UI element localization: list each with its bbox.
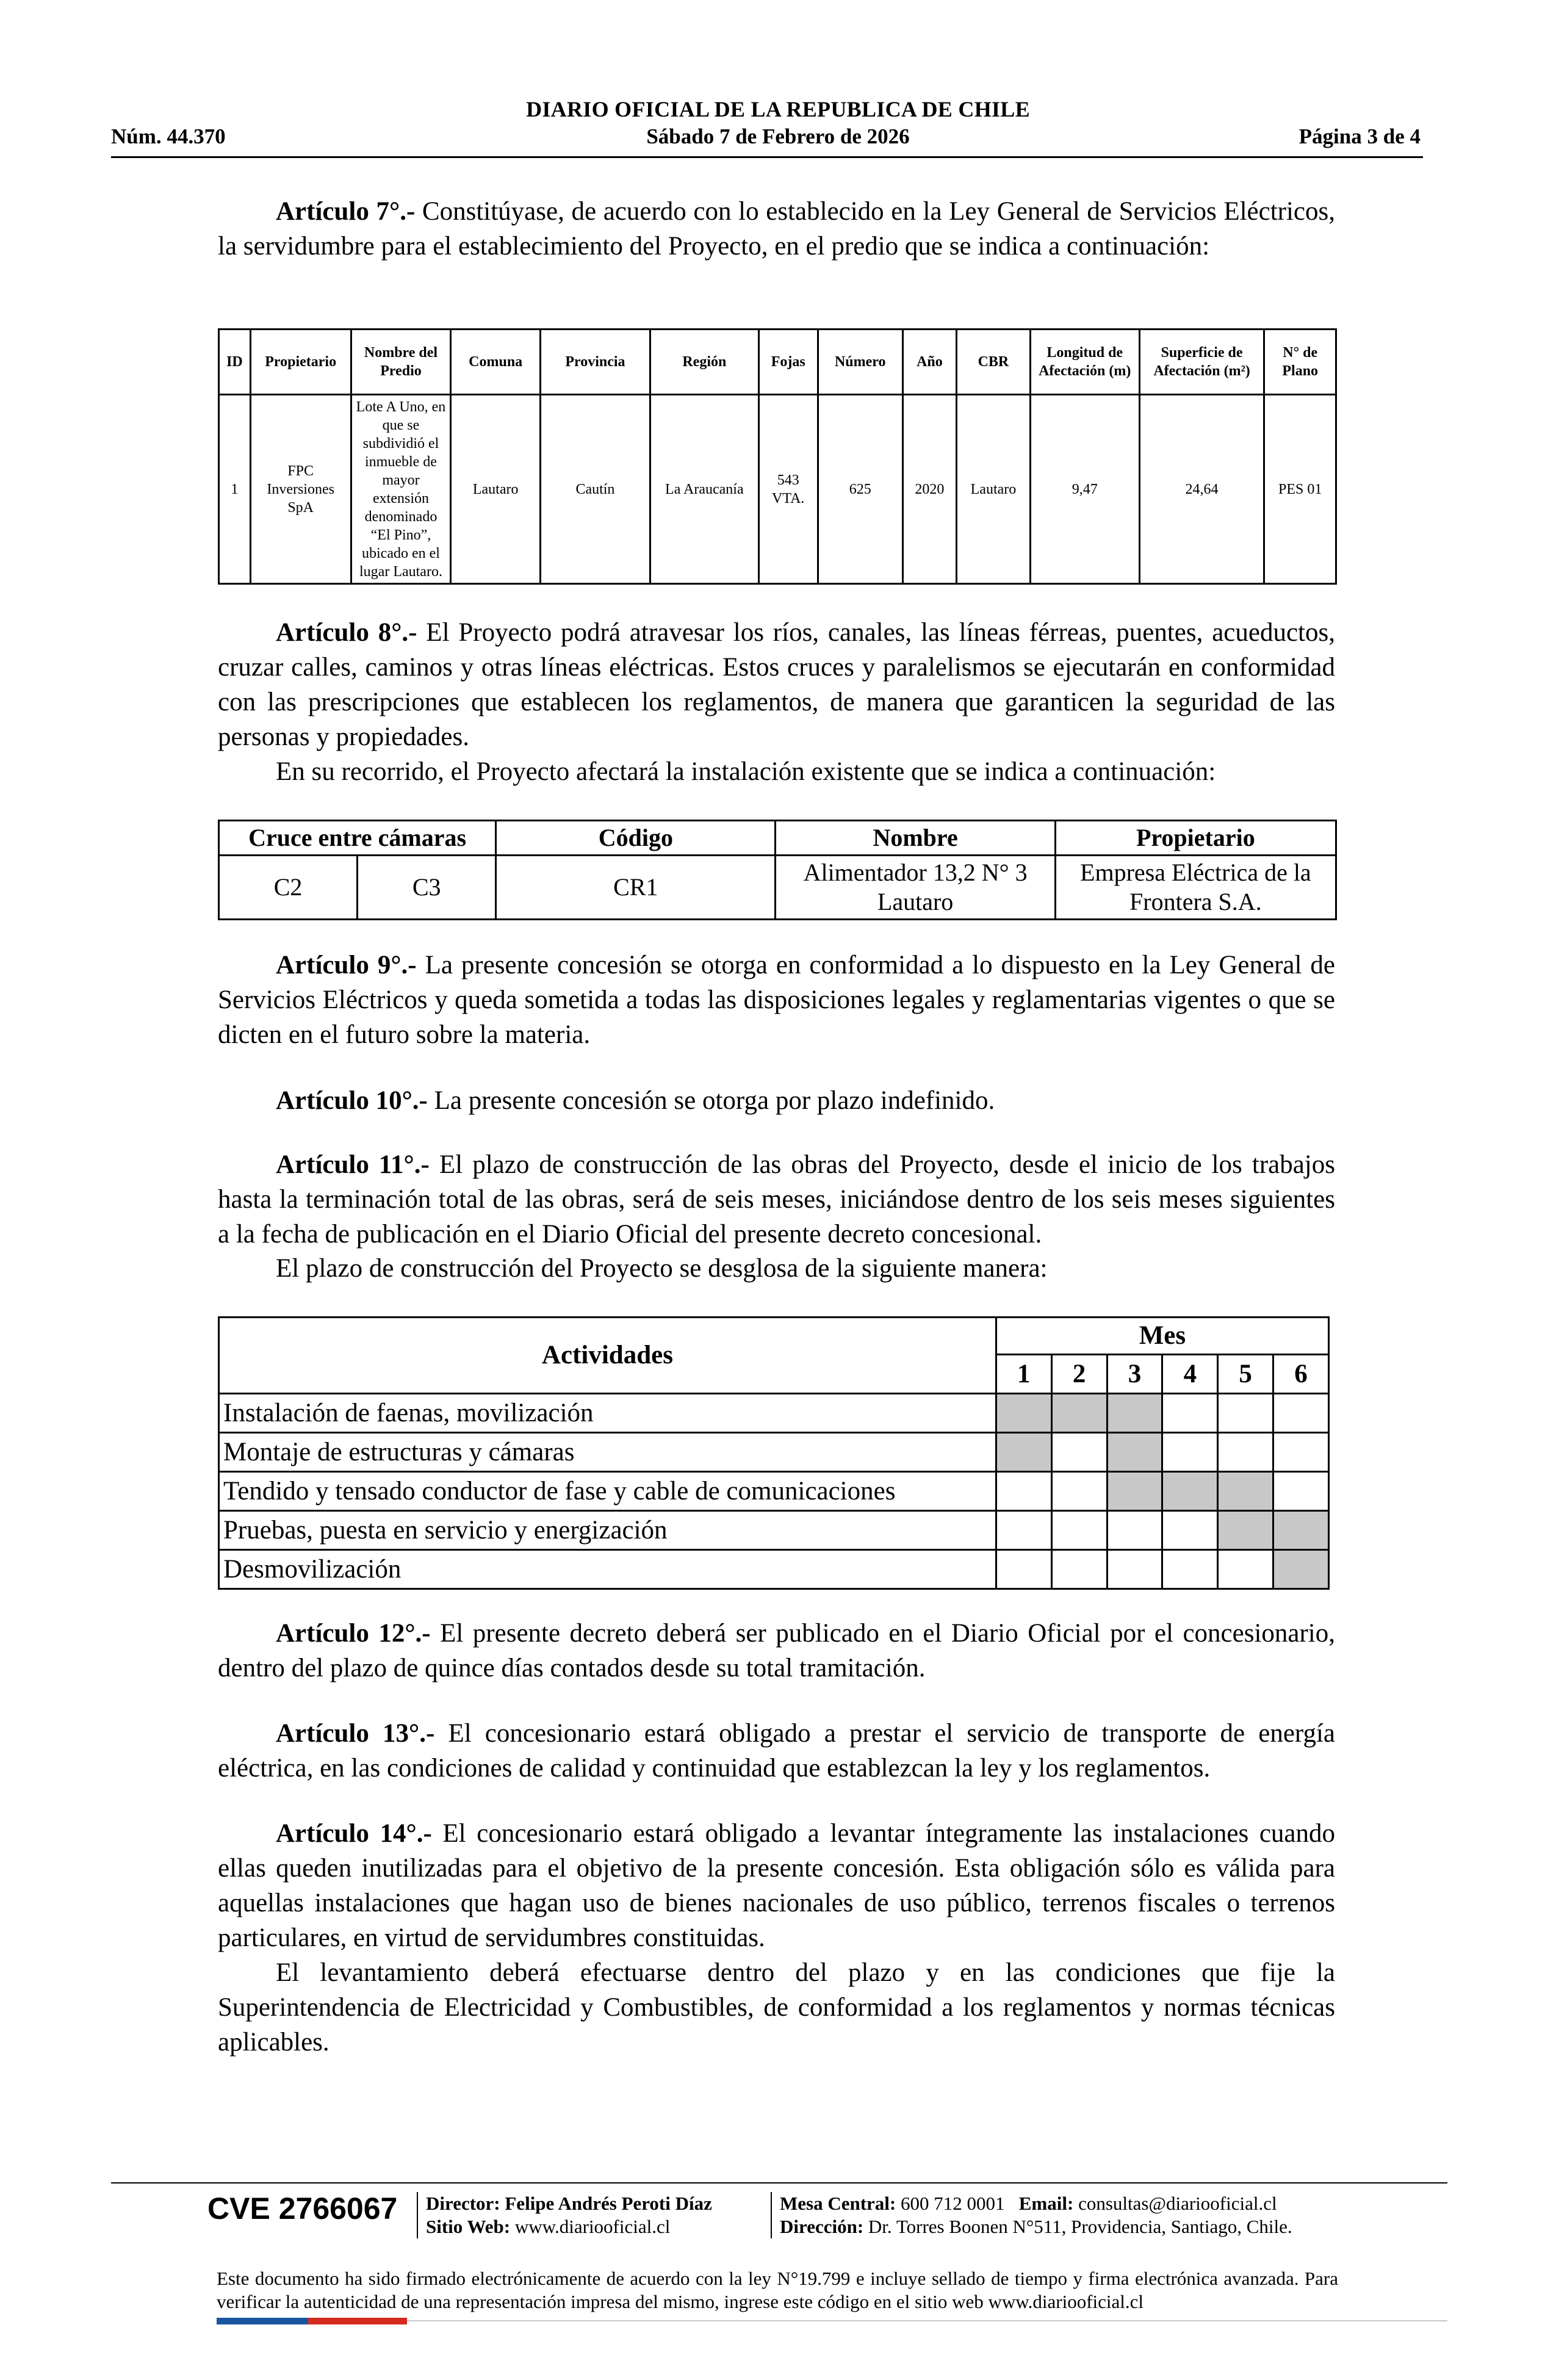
schedule-cell-empty xyxy=(1107,1550,1162,1589)
schedule-cell-active xyxy=(996,1433,1051,1472)
header-divider xyxy=(111,156,1423,158)
email-link[interactable]: consultas@diariooficial.cl xyxy=(1078,2193,1277,2214)
col-cbr: CBR xyxy=(957,330,1031,395)
cve-code: CVE 2766067 xyxy=(207,2191,398,2226)
schedule-cell-empty xyxy=(1051,1550,1107,1589)
schedule-cell-empty xyxy=(996,1550,1051,1589)
servitude-table xyxy=(218,328,1337,585)
article-11-heading: Artículo 11°.- xyxy=(276,1150,430,1179)
flag-bar-blue xyxy=(217,2318,308,2324)
cell-superficie: 24,64 xyxy=(1139,395,1264,584)
cell-id: 1 xyxy=(219,395,251,584)
col-fojas: Fojas xyxy=(758,330,818,395)
month-1: 1 xyxy=(996,1355,1051,1394)
article-14-text: El concesionario estará obligado a levantar íntegramente las instalaciones cuando ellas queden inutilizadas para el objetivo de la presente concesión. Esta obligación sólo es válida para aquellas instalaciones que hagan uso de bienes nacionales de uso público, terrenos fiscales o terrenos particulares, en virtud de servidumbres constituidas. xyxy=(218,1819,1335,1952)
schedule-cell-active xyxy=(1273,1511,1329,1550)
cell-region: La Araucanía xyxy=(650,395,758,584)
cell-propietario: FPC Inversiones SpA xyxy=(250,395,351,584)
schedule-cell-empty xyxy=(1162,1550,1218,1589)
schedule-cell-active xyxy=(1107,1394,1162,1433)
activity-label: Montaje de estructuras y cámaras xyxy=(219,1433,996,1472)
article-10-text: La presente concesión se otorga por plazo indefinido. xyxy=(427,1086,995,1115)
col-nombre: Nombre xyxy=(776,821,1055,856)
schedule-cell-active xyxy=(1107,1433,1162,1472)
table-header-row xyxy=(219,821,1336,856)
schedule-cell-empty xyxy=(1218,1394,1273,1433)
col-propietario: Propietario xyxy=(1055,821,1336,856)
schedule-cell-empty xyxy=(1218,1433,1273,1472)
mesa-label: Mesa Central: xyxy=(780,2193,896,2214)
schedule-cell-active xyxy=(996,1394,1051,1433)
article-13-heading: Artículo 13°.- xyxy=(276,1719,435,1748)
col-codigo: Código xyxy=(496,821,776,856)
address-text: Dr. Torres Boonen N°511, Providencia, Santiago, Chile. xyxy=(868,2216,1292,2237)
schedule-cell-active xyxy=(1273,1550,1329,1589)
month-2: 2 xyxy=(1051,1355,1107,1394)
director-label: Director: xyxy=(426,2193,500,2214)
schedule-table xyxy=(218,1316,1330,1590)
schedule-cell-empty xyxy=(1162,1511,1218,1550)
table-row xyxy=(219,856,1336,920)
flag-bar-red xyxy=(308,2318,407,2324)
legal-notice: Este documento ha sido firmado electrónicamente de acuerdo con la ley N°19.799 e incluye sellado de tiempo y firma electrónica avanzada. Para verificar la autenticidad de una representación impresa del mismo, ingrese este código en el sitio web www.diariooficial.cl xyxy=(217,2268,1338,2312)
col-ano: Año xyxy=(902,330,956,395)
footer-divider xyxy=(111,2182,1447,2183)
schedule-cell-active xyxy=(1162,1472,1218,1511)
article-13-text: El concesionario estará obligado a prestar el servicio de transporte de energía eléctrica, en las condiciones de calidad y continuidad que establezcan la ley y los reglamentos. xyxy=(218,1719,1335,1783)
article-12-text: El presente decreto deberá ser publicado en el Diario Oficial por el concesionario, dentro del plazo de quince días contados desde su total tramitación. xyxy=(218,1619,1335,1682)
schedule-row xyxy=(219,1511,1329,1550)
activity-label: Tendido y tensado conductor de fase y cable de comunicaciones xyxy=(219,1472,996,1511)
col-longitud: Longitud de Afectación (m) xyxy=(1030,330,1139,395)
schedule-cell-empty xyxy=(1107,1511,1162,1550)
schedule-cell-empty xyxy=(1162,1394,1218,1433)
article-14 xyxy=(218,1816,1335,1955)
cell-camara-to: C3 xyxy=(358,856,496,920)
col-id: ID xyxy=(219,330,251,395)
cell-plano: PES 01 xyxy=(1264,395,1336,584)
page-indicator: Página 3 de 4 xyxy=(1298,124,1421,148)
cell-provincia: Cautín xyxy=(540,395,650,584)
web-label: Sitio Web: xyxy=(426,2216,511,2237)
article-8-heading: Artículo 8°.- xyxy=(276,618,417,647)
article-7-text: Constitúyase, de acuerdo con lo establecido en la Ley General de Servicios Eléctricos, la servidumbre para el establecimiento del Proyecto, en el predio que se indica a continuación: xyxy=(218,197,1335,261)
schedule-cell-active xyxy=(1107,1472,1162,1511)
cell-cbr: Lautaro xyxy=(957,395,1031,584)
cell-comuna: Lautaro xyxy=(451,395,541,584)
article-11 xyxy=(218,1147,1335,1252)
schedule-cell-active xyxy=(1051,1394,1107,1433)
footer-separator xyxy=(771,2192,772,2238)
schedule-cell-empty xyxy=(996,1472,1051,1511)
article-7-heading: Artículo 7°.- xyxy=(276,197,416,226)
schedule-cell-active xyxy=(1218,1472,1273,1511)
col-mes: Mes xyxy=(996,1318,1328,1355)
article-7 xyxy=(218,194,1335,264)
schedule-cell-active xyxy=(1218,1511,1273,1550)
col-cruce: Cruce entre cámaras xyxy=(219,821,496,856)
schedule-cell-empty xyxy=(1273,1394,1329,1433)
crossing-table xyxy=(218,820,1337,920)
footer-contact-block xyxy=(780,2192,1292,2238)
col-provincia: Provincia xyxy=(540,330,650,395)
schedule-cell-empty xyxy=(1218,1550,1273,1589)
publication-title: DIARIO OFICIAL DE LA REPUBLICA DE CHILE xyxy=(526,97,1030,121)
col-region: Región xyxy=(650,330,758,395)
schedule-cell-empty xyxy=(1051,1511,1107,1550)
activity-label: Desmovilización xyxy=(219,1550,996,1589)
address-label: Dirección: xyxy=(780,2216,864,2237)
issue-number: Núm. 44.370 xyxy=(111,124,226,148)
article-14-heading: Artículo 14°.- xyxy=(276,1819,432,1848)
schedule-row xyxy=(219,1550,1329,1589)
issue-date: Sábado 7 de Febrero de 2026 xyxy=(646,124,910,148)
cell-fojas: 543 VTA. xyxy=(758,395,818,584)
schedule-cell-empty xyxy=(1051,1472,1107,1511)
schedule-body xyxy=(219,1394,1329,1589)
col-comuna: Comuna xyxy=(451,330,541,395)
article-14-text-2: El levantamiento deberá efectuarse dentro del plazo y en las condiciones que fije la Superintendencia de Electricidad y Combustibles, de conformidad a los reglamentos y normas técnicas aplicables. xyxy=(218,1958,1335,2057)
article-11-text-2: El plazo de construcción del Proyecto se desglosa de la siguiente manera: xyxy=(276,1254,1048,1283)
article-9-text: La presente concesión se otorga en conformidad a lo dispuesto en la Ley General de Servicios Eléctricos y queda sometida a todas las disposiciones legales y reglamentarias vigentes o que se dicten en el futuro sobre la materia. xyxy=(218,951,1335,1049)
cell-longitud: 9,47 xyxy=(1030,395,1139,584)
schedule-row xyxy=(219,1394,1329,1433)
cell-codigo: CR1 xyxy=(496,856,776,920)
activity-label: Pruebas, puesta en servicio y energización xyxy=(219,1511,996,1550)
schedule-row xyxy=(219,1433,1329,1472)
mesa-phone: 600 712 0001 xyxy=(901,2193,1005,2214)
table-row xyxy=(219,395,1336,584)
month-6: 6 xyxy=(1273,1355,1329,1394)
email-label: Email: xyxy=(1018,2193,1074,2214)
article-9-heading: Artículo 9°.- xyxy=(276,951,417,979)
footer-separator xyxy=(417,2192,418,2238)
cell-nombre-predio: Lote A Uno, en que se subdividió el inmueble de mayor extensión denominado “El Pino”, ubicado en el lugar Lautaro. xyxy=(351,395,451,584)
month-4: 4 xyxy=(1162,1355,1218,1394)
article-10 xyxy=(218,1083,1335,1118)
cell-ano: 2020 xyxy=(902,395,956,584)
cell-nombre: Alimentador 13,2 N° 3 Lautaro xyxy=(776,856,1055,920)
article-12 xyxy=(218,1616,1335,1686)
footer-director-block xyxy=(426,2192,712,2238)
activity-label: Instalación de faenas, movilización xyxy=(219,1394,996,1433)
flag-bar-line xyxy=(407,2320,1447,2321)
col-nombre-predio: Nombre del Predio xyxy=(351,330,451,395)
article-10-heading: Artículo 10°.- xyxy=(276,1086,428,1115)
schedule-cell-empty xyxy=(1162,1433,1218,1472)
cell-propietario: Empresa Eléctrica de la Frontera S.A. xyxy=(1055,856,1336,920)
schedule-row xyxy=(219,1472,1329,1511)
month-3: 3 xyxy=(1107,1355,1162,1394)
col-actividades: Actividades xyxy=(219,1318,996,1394)
article-8-text: El Proyecto podrá atravesar los ríos, canales, las líneas férreas, puentes, acueductos, cruzar calles, caminos y otras líneas eléctricas. Estos cruces y paralelismos se ejecutarán en conformidad con las prescripciones que establecen los reglamentos, de manera que garanticen la seguridad de las personas y propiedades. xyxy=(218,618,1335,751)
schedule-cell-empty xyxy=(1273,1472,1329,1511)
schedule-header-row xyxy=(219,1318,1329,1355)
article-9 xyxy=(218,948,1335,1052)
col-plano: N° de Plano xyxy=(1264,330,1336,395)
table-header-row xyxy=(219,330,1336,395)
col-numero: Número xyxy=(818,330,902,395)
article-8-text-2: En su recorrido, el Proyecto afectará la instalación existente que se indica a continuación: xyxy=(276,757,1216,786)
col-superficie: Superficie de Afectación (m²) xyxy=(1139,330,1264,395)
schedule-cell-empty xyxy=(1273,1433,1329,1472)
article-12-heading: Artículo 12°.- xyxy=(276,1619,431,1648)
article-8 xyxy=(218,615,1335,754)
web-link[interactable]: www.diariooficial.cl xyxy=(514,2216,671,2237)
article-13 xyxy=(218,1716,1335,1786)
month-5: 5 xyxy=(1218,1355,1273,1394)
director-name: Felipe Andrés Peroti Díaz xyxy=(505,2193,712,2214)
cell-numero: 625 xyxy=(818,395,902,584)
article-11-text: El plazo de construcción de las obras del Proyecto, desde el inicio de los trabajos hasta la terminación total de las obras, será de seis meses, iniciándose dentro de los seis meses siguientes a la fecha de publicación en el Diario Oficial del presente decreto concesional. xyxy=(218,1150,1335,1249)
col-propietario: Propietario xyxy=(250,330,351,395)
schedule-cell-empty xyxy=(1051,1433,1107,1472)
cell-camara-from: C2 xyxy=(219,856,358,920)
schedule-cell-empty xyxy=(996,1511,1051,1550)
